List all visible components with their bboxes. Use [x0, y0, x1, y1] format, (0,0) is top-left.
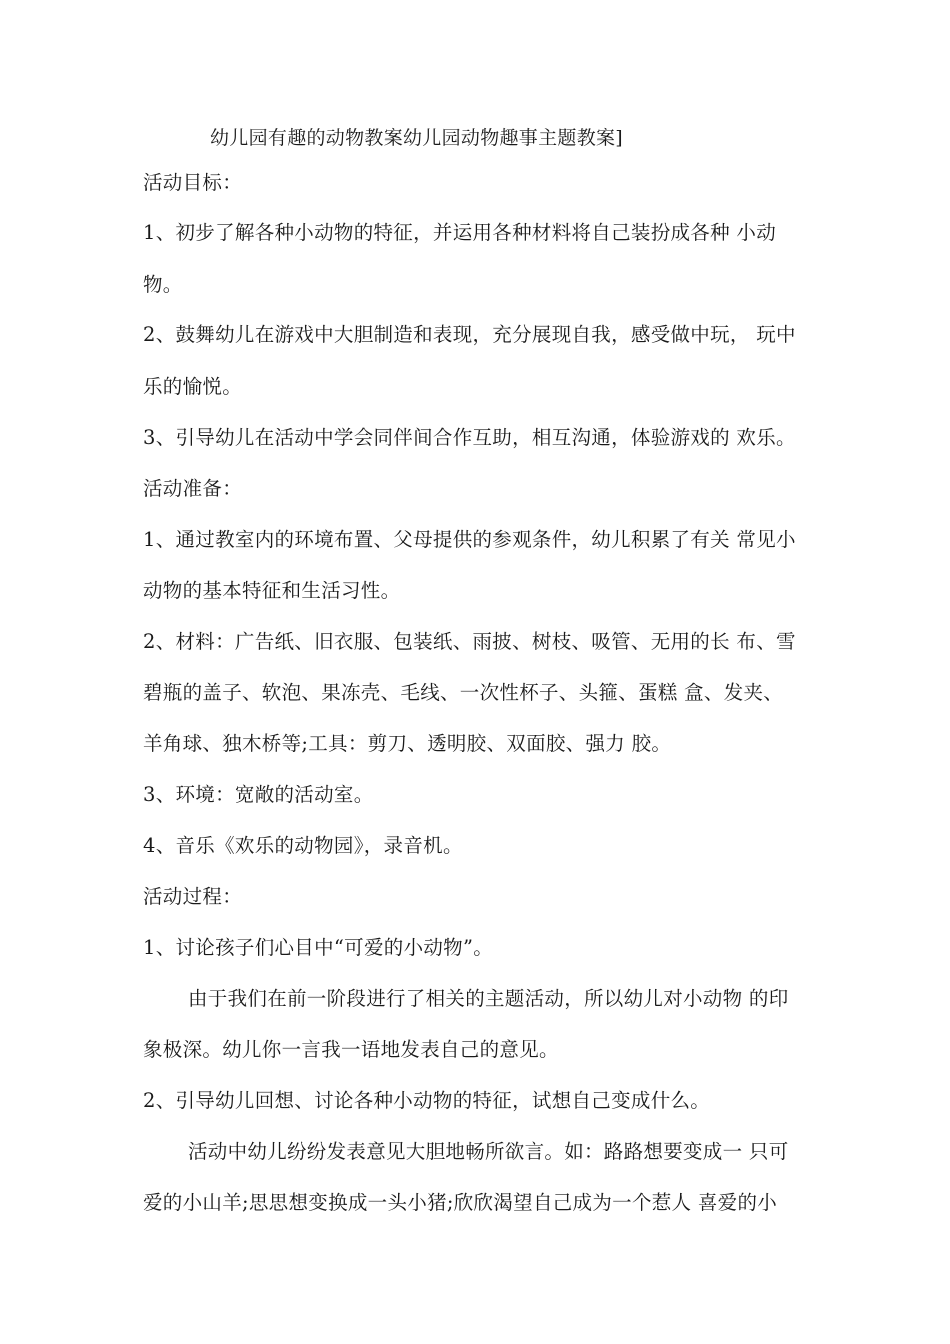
paragraph-line: 碧瓶的盖子、软泡、果冻壳、毛线、一次性杯子、头箍、蛋糕 盒、发夹、: [143, 681, 784, 704]
section-heading-process: 活动过程：: [143, 885, 243, 908]
paragraph-line: 动物的基本特征和生活习性。: [143, 579, 401, 602]
paragraph-line: 1、讨论孩子们心目中“可爱的小动物”。: [143, 936, 494, 959]
paragraph-line: 活动中幼儿纷纷发表意见大胆地畅所欲言。如：路路想要变成一 只可: [188, 1140, 789, 1163]
paragraph-line: 物。: [143, 273, 183, 296]
section-heading-goals: 活动目标：: [143, 171, 243, 194]
paragraph-line: 3、引导幼儿在活动中学会同伴间合作互助，相互沟通，体验游戏的 欢乐。: [143, 426, 796, 449]
paragraph-line: 2、鼓舞幼儿在游戏中大胆制造和表现，充分展现自我，感受做中玩， 玩中: [143, 323, 796, 346]
paragraph-line: 羊角球、独木桥等;工具：剪刀、透明胶、双面胶、强力 胶。: [143, 732, 672, 755]
paragraph-line: 爱的小山羊;思思想变换成一头小猪;欣欣渴望自己成为一个惹人 喜爱的小: [143, 1191, 778, 1214]
paragraph-line: 象极深。幼儿你一言我一语地发表自己的意见。: [143, 1038, 559, 1061]
paragraph-line: 由于我们在前一阶段进行了相关的主题活动，所以幼儿对小动物 的印: [188, 987, 789, 1010]
section-heading-preparation: 活动准备：: [143, 477, 243, 500]
paragraph-line: 3、环境：宽敞的活动室。: [143, 783, 374, 806]
paragraph-line: 2、引导幼儿回想、讨论各种小动物的特征，试想自己变成什么。: [143, 1089, 711, 1112]
paragraph-line: 1、通过教室内的环境布置、父母提供的参观条件，幼儿积累了有关 常见小: [143, 528, 796, 551]
document-title: 幼儿园有趣的动物教案幼儿园动物趣事主题教案]: [210, 127, 624, 149]
paragraph-line: 2、材料：广告纸、旧衣服、包装纸、雨披、树枝、吸管、无用的长 布、雪: [143, 630, 796, 653]
paragraph-line: 4、音乐《欢乐的动物园》，录音机。: [143, 834, 463, 857]
paragraph-line: 1、初步了解各种小动物的特征，并运用各种材料将自己装扮成各种 小动: [143, 221, 777, 244]
paragraph-line: 乐的愉悦。: [143, 375, 243, 398]
